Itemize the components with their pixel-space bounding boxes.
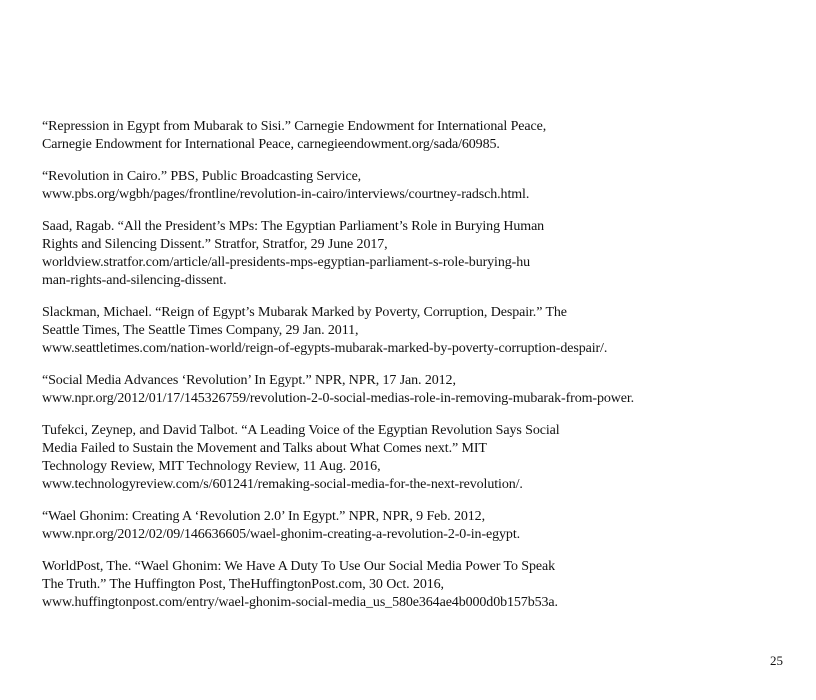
reference-line: WorldPost, The. “Wael Ghonim: We Have A Duty To Use Our Social Media Power To Speak <box>42 559 555 574</box>
reference-line: “Revolution in Cairo.” PBS, Public Broadcasting Service, <box>42 169 362 184</box>
reference-entry <box>42 558 742 612</box>
reference-line: “Social Media Advances ‘Revolution’ In Egypt.” NPR, NPR, 17 Jan. 2012, <box>42 373 456 388</box>
reference-line: www.seattletimes.com/nation-world/reign-of-egypts-mubarak-marked-by-poverty-corruption-despair/. <box>42 341 608 356</box>
reference-line: Saad, Ragab. “All the President’s MPs: The Egyptian Parliament’s Role in Burying Human <box>42 219 545 234</box>
reference-line: Carnegie Endowment for International Peace, carnegieendowment.org/sada/60985. <box>42 137 500 152</box>
reference-line: www.pbs.org/wgbh/pages/frontline/revolution-in-cairo/interviews/courtney-radsch.html. <box>42 187 530 202</box>
reference-entry <box>42 508 742 544</box>
reference-line: worldview.stratfor.com/article/all-presidents-mps-egyptian-parliament-s-role-burying-hu <box>42 255 531 270</box>
reference-entry <box>42 168 742 204</box>
reference-line: www.huffingtonpost.com/entry/wael-ghonim-social-media_us_580e364ae4b000d0b157b53a. <box>42 595 558 610</box>
reference-entry <box>42 372 742 408</box>
reference-entry <box>42 422 742 494</box>
reference-line: Tufekci, Zeynep, and David Talbot. “A Leading Voice of the Egyptian Revolution Says Social <box>42 423 560 438</box>
reference-line: Media Failed to Sustain the Movement and Talks about What Comes next.” MIT <box>42 441 487 456</box>
reference-line: www.npr.org/2012/02/09/146636605/wael-ghonim-creating-a-revolution-2-0-in-egypt. <box>42 527 521 542</box>
page-number: 25 <box>770 653 783 668</box>
references-list <box>42 118 742 626</box>
reference-line: Seattle Times, The Seattle Times Company, 29 Jan. 2011, <box>42 323 359 338</box>
reference-entry <box>42 304 742 358</box>
reference-line: Rights and Silencing Dissent.” Stratfor, Stratfor, 29 June 2017, <box>42 237 388 252</box>
reference-line: “Repression in Egypt from Mubarak to Sisi.” Carnegie Endowment for International Peace, <box>42 119 547 134</box>
reference-entry <box>42 118 742 154</box>
reference-line: www.technologyreview.com/s/601241/remaking-social-media-for-the-next-revolution/. <box>42 477 523 492</box>
reference-line: Technology Review, MIT Technology Review, 11 Aug. 2016, <box>42 459 381 474</box>
reference-line: The Truth.” The Huffington Post, TheHuffingtonPost.com, 30 Oct. 2016, <box>42 577 444 592</box>
reference-line: www.npr.org/2012/01/17/145326759/revolution-2-0-social-medias-role-in-removing-mubarak-from-power. <box>42 391 635 406</box>
reference-line: Slackman, Michael. “Reign of Egypt’s Mubarak Marked by Poverty, Corruption, Despair.” The <box>42 305 567 320</box>
reference-line: “Wael Ghonim: Creating A ‘Revolution 2.0’ In Egypt.” NPR, NPR, 9 Feb. 2012, <box>42 509 485 524</box>
reference-line: man-rights-and-silencing-dissent. <box>42 273 227 288</box>
reference-entry <box>42 218 742 290</box>
